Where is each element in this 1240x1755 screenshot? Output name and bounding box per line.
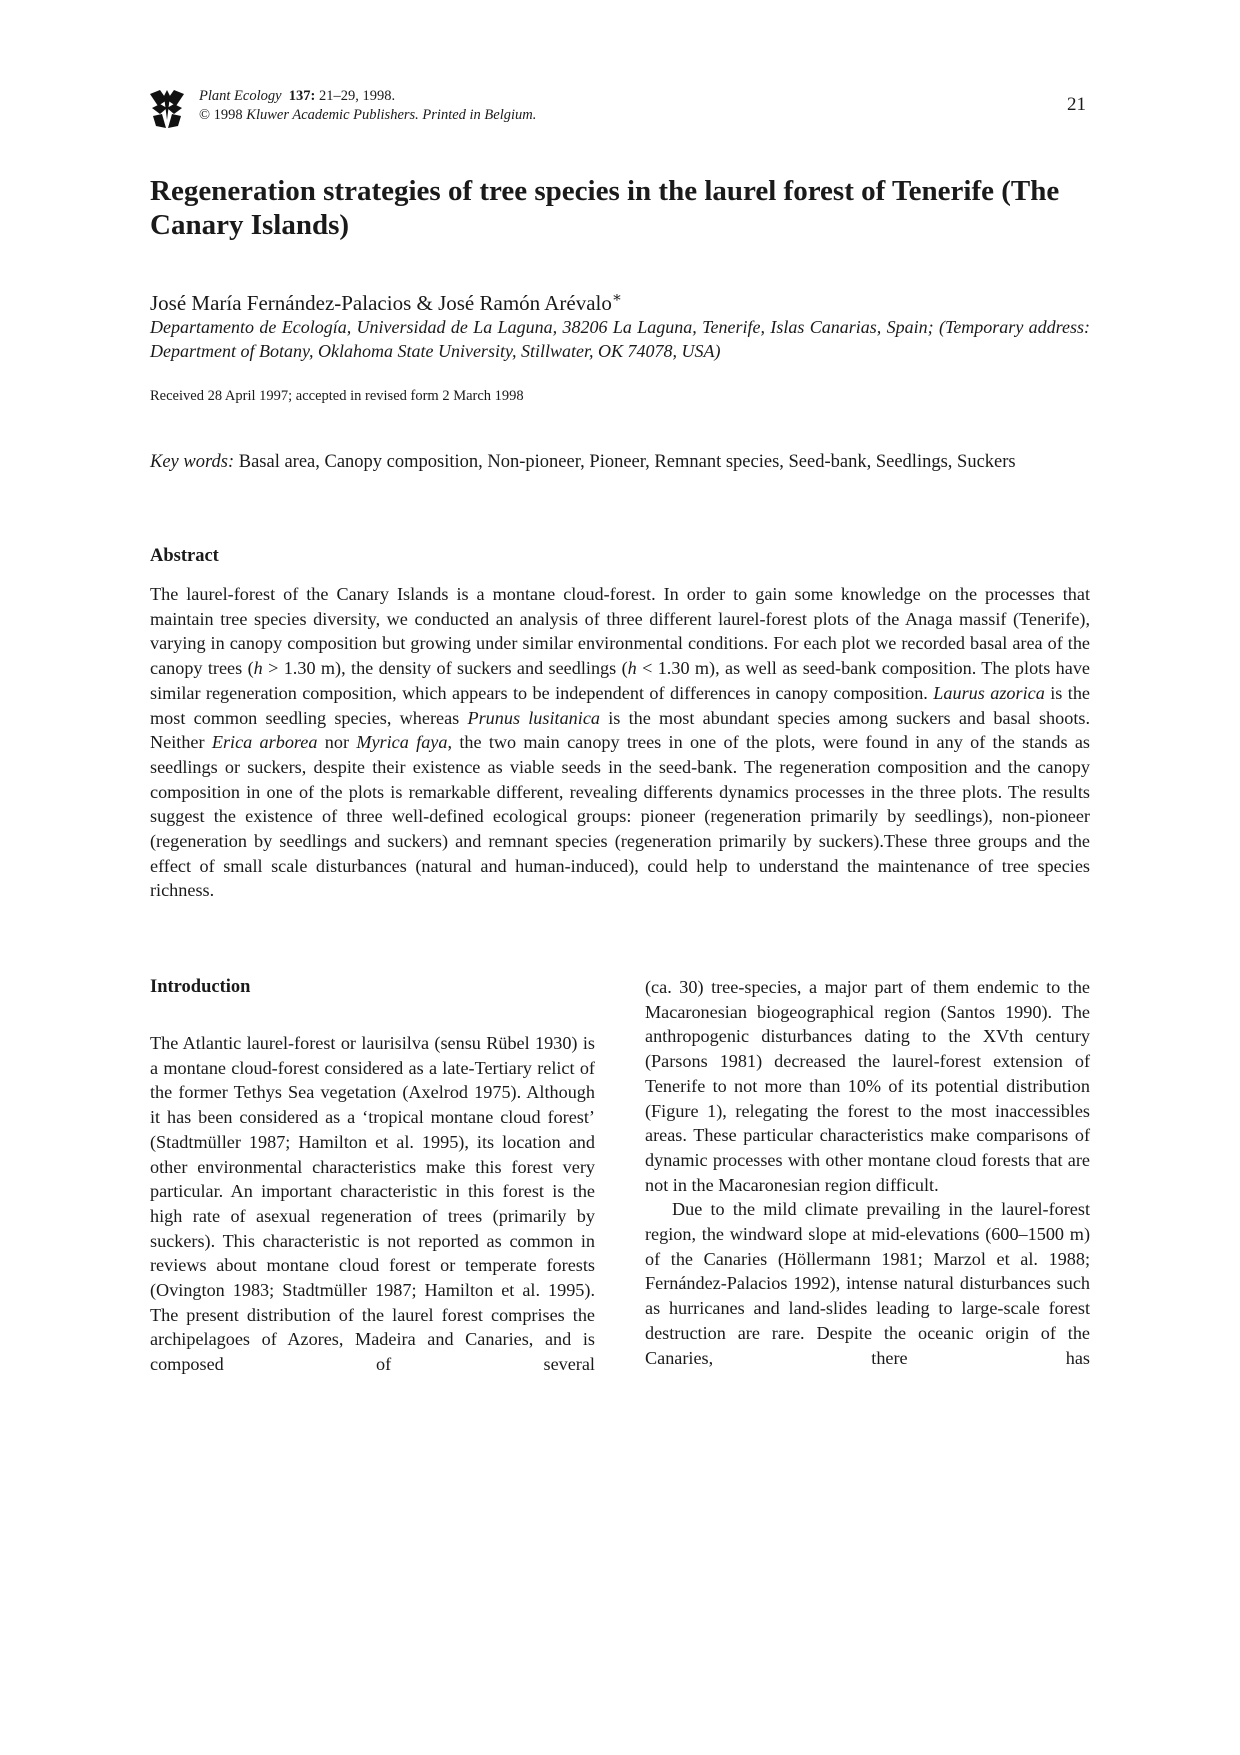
introduction-heading: Introduction: [150, 977, 251, 997]
keywords: [150, 450, 1090, 475]
abstract-heading: Abstract: [150, 546, 219, 566]
author-affiliation: Departamento de Ecología, Universidad de La Laguna, 38206 La Laguna, Tenerife, Islas Canarias, Spain; (Temporary address: Department of Botany, Oklahoma State University, Stillwater, OK 74078, USA): [150, 317, 1090, 361]
copyright-line: © 1998 Kluwer Academic Publishers. Printed in Belgium.: [199, 107, 537, 123]
author-list: José María Fernández-Palacios & José Ramón Arévalo∗: [150, 290, 623, 315]
publisher-logo-icon: [150, 86, 184, 130]
paragraph: (ca. 30) tree-species, a major part of them endemic to the Macaronesian biogeographical region (Santos 1990). The anthropogenic disturbances dating to the XVth century (Parsons 1981) decreased the laurel-forest extension of Tenerife to not more than 10% of its potential distribution (Figure 1), relegating the forest to the most inaccessibles areas. These particular characteristics make comparisons of dynamic processes with other montane cloud forests that are not in the Macaronesian region difficult.: [645, 977, 1090, 1195]
page-number: 21: [1067, 94, 1086, 115]
abstract-text: The laurel-forest of the Canary Islands is a montane cloud-forest. In order to gain some knowledge on the processes that maintain tree species diversity, we conducted an analysis of three different laurel-forest plots of the Anaga massif (Tenerife), varying in canopy composition but growing under similar environmental conditions. For each plot we recorded basal area of the canopy trees (h > 1.30 m), the density of suckers and seedlings (h < 1.30 m), as well as seed-bank composition. The plots have similar regeneration composition, which appears to be independent of differences in canopy composition. Laurus azorica is the most common seedling species, whereas Prunus lusitanica is the most abundant species among suckers and basal shoots. Neither Erica arborea nor Myrica faya, the two main canopy trees in one of the plots, were found in any of the stands as seedlings or suckers, despite their existence as viable seeds in the seed-bank. The regeneration composition and the canopy composition in one of the plots is remarkable different, revealing differents dynamics processes in the three plots. The results suggest the existence of three well-defined ecological groups: pioneer (regeneration primarily by seedlings), non-pioneer (regeneration by seedlings and suckers) and remnant species (regeneration primarily by suckers).These three groups and the effect of small scale disturbances (natural and human-induced), could help to understand the maintenance of tree species richness.: [150, 584, 1091, 901]
paragraph: Due to the mild climate prevailing in the laurel-forest region, the windward slope at mid-elevations (600–1500 m) of the Canaries (Höllermann 1981; Marzol et al. 1988; Fernández-Palacios 1992), intense natural disturbances such as hurricanes and land-slides leading to large-scale forest destruction are rare. Despite the oceanic origin of the Canaries, there has: [645, 1199, 1090, 1368]
journal-citation: Plant Ecology 137: 21–29, 1998.: [199, 88, 396, 104]
corresponding-author-mark: ∗: [611, 290, 623, 306]
keywords-label: Key words:: [150, 452, 235, 472]
article-title: Regeneration strategies of tree species in the laurel forest of Tenerife (The Canary Islands): [150, 175, 1060, 241]
keywords-list: Basal area, Canopy composition, Non-pioneer, Pioneer, Remnant species, Seed-bank, Seedlings, Suckers: [234, 452, 1016, 472]
introduction-left-column: [150, 1031, 595, 1377]
paragraph: The Atlantic laurel-forest or laurisilva (sensu Rübel 1930) is a montane cloud-forest considered as a late-Tertiary relict of the former Tethys Sea vegetation (Axelrod 1975). Although it has been considered as a ‘tropical montane cloud forest’ (Stadtmüller 1987; Hamilton et al. 1995), its location and other environmental characteristics make this forest very particular. An important characteristic in this forest is the high rate of asexual regeneration of trees (primarily by suckers). This characteristic is not reported as common in reviews about montane cloud forest or temperate forests (Ovington 1983; Stadtmüller 1987; Hamilton et al. 1995). The present distribution of the laurel forest comprises the archipelagoes of Azores, Madeira and Canaries, and is composed of several: [150, 1033, 595, 1375]
introduction-right-column: [645, 975, 1090, 1370]
received-dates: Received 28 April 1997; accepted in revised form 2 March 1998: [150, 388, 524, 404]
